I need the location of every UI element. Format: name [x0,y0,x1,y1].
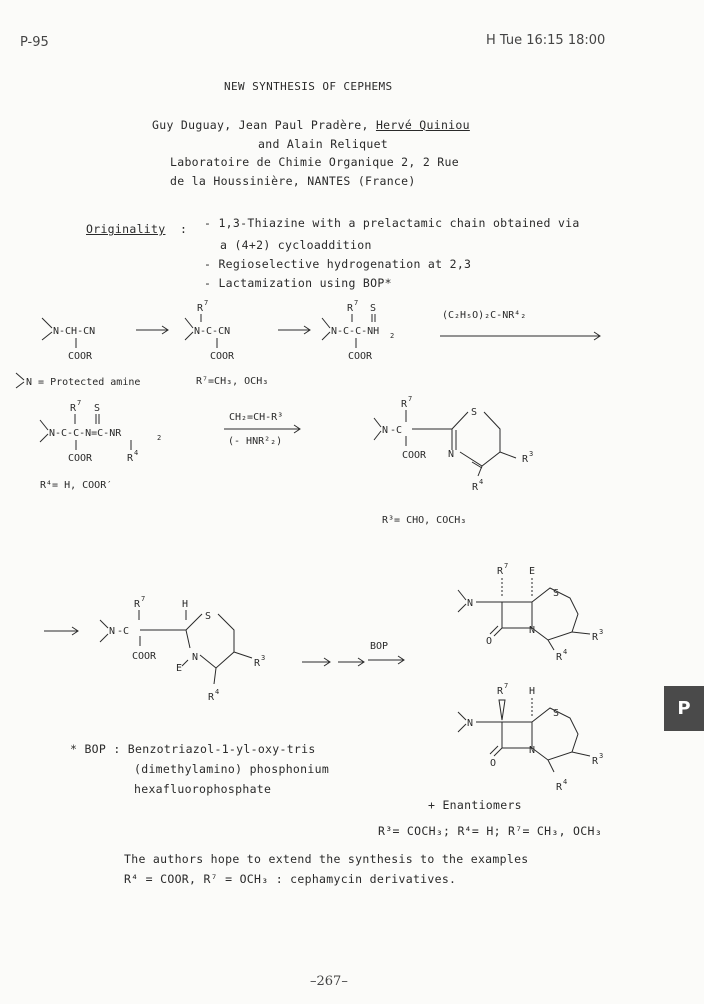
amine-bond [16,373,24,380]
enantiomers-note: + Enantiomers [428,798,522,812]
svg-text:7: 7 [354,299,359,307]
reaction-arrow [368,656,404,664]
originality-colon: : [180,222,188,236]
svg-text:N-C-CN: N-C-CN [194,326,231,337]
svg-text:4: 4 [134,449,139,457]
dihydrothiazine-structure [100,595,265,703]
svg-text:3: 3 [261,654,266,662]
svg-text:R: R [472,482,479,493]
svg-text:N: N [529,625,536,636]
reagent-elimination: (- HNR²₂) [228,436,283,447]
svg-text:R: R [208,692,215,703]
reaction-arrow [224,425,300,433]
presenting-author: Hervé Quiniou [375,118,470,132]
svg-text:2: 2 [157,434,162,442]
svg-text:S: S [94,403,101,414]
svg-text:N: N [192,652,199,663]
affiliation-line2: de la Houssinière, NANTES (France) [170,174,416,188]
svg-text:COOR: COOR [348,351,373,362]
svg-text:R: R [134,599,141,610]
svg-text:S: S [553,708,560,719]
svg-text:S: S [553,588,560,599]
svg-text:N-C-C-NH: N-C-C-NH [331,326,380,337]
svg-text:R: R [592,756,599,767]
bop-footnote-line3: hexafluorophosphate [134,782,272,796]
originality-item-2: a (4+2) cycloaddition [220,238,372,252]
svg-text:4: 4 [563,778,568,786]
bop-label: BOP [370,641,389,652]
authors-names: Guy Duguay, Jean Paul Pradère, [152,118,376,132]
svg-text:-C: -C [117,626,130,637]
svg-text:R: R [556,652,563,663]
amine-bond [16,382,24,388]
aminonitrile-structure [42,318,95,362]
svg-text:N: N [467,718,474,729]
originality-item-3: - Regioselective hydrogenation at 2,3 [204,257,472,271]
cephem-substituents: R³= COCH₃; R⁴= H; R⁷= CH₃, OCH₃ [378,824,602,838]
originality-label: Originality [86,222,166,236]
svg-text:R: R [197,303,204,314]
session-info: H Tue 16:15 18:00 [486,33,606,48]
svg-text:COOR: COOR [210,351,235,362]
svg-text:N: N [467,598,474,609]
svg-text:COOR: COOR [68,351,93,362]
svg-text:H: H [529,686,536,697]
reaction-arrow [136,326,168,334]
page-code: P-95 [20,35,49,50]
reagent-amide-acetal: (C₂H₅O)₂C-NR⁴₂ [442,310,527,321]
svg-text:3: 3 [529,450,534,458]
svg-text:R: R [70,403,77,414]
svg-text:3: 3 [599,752,604,760]
svg-text:O: O [490,758,497,769]
svg-text:N: N [448,449,455,460]
svg-text:E: E [529,566,536,577]
svg-text:R: R [497,566,504,577]
svg-text:R: R [497,686,504,697]
reaction-arrow [302,658,330,666]
paper-title: NEW SYNTHESIS OF CEPHEMS [224,80,393,93]
originality-item-1: - 1,3-Thiazine with a prelactamic chain obtained via [204,216,580,230]
svg-text:R: R [592,632,599,643]
authors-line2: and Alain Reliquet [258,137,389,151]
thioamide-structure [322,299,394,362]
bop-footnote-line1: * BOP : Benzotriazol-1-yl-oxy-tris [70,742,316,756]
svg-text:H: H [182,599,189,610]
reaction-arrow [440,332,600,340]
svg-text:-C: -C [390,425,403,436]
svg-text:7: 7 [77,399,82,407]
svg-text:R: R [254,658,261,669]
cephem-structure-b [458,682,603,793]
svg-text:COOR: COOR [132,651,157,662]
reagent-alkene: CH₂=CH-R³ [229,412,284,423]
svg-text:7: 7 [408,395,413,403]
section-tab: P [664,686,704,731]
reaction-arrow [44,627,78,635]
svg-text:O: O [486,636,493,647]
svg-text:4: 4 [479,478,484,486]
originality-item-4: - Lactamization using BOP* [204,276,392,290]
svg-text:3: 3 [599,628,604,636]
svg-text:N: N [382,425,389,436]
cephem-structure-a [458,562,603,663]
svg-text:R: R [522,454,529,465]
svg-text:S: S [370,303,377,314]
svg-text:N: N [109,626,116,637]
r3-definition: R³= CHO, COCH₃ [382,515,467,526]
svg-text:N-CH-CN: N-CH-CN [53,326,96,337]
svg-text:R: R [556,782,563,793]
alkylated-nitrile-structure [185,299,235,362]
svg-text:7: 7 [504,682,509,690]
reaction-arrow [338,658,364,666]
svg-text:S: S [471,407,478,418]
svg-text:4: 4 [215,688,220,696]
svg-text:2: 2 [390,332,395,340]
svg-text:N-C-C-N=C-NR: N-C-C-N=C-NR [49,428,122,439]
svg-text:N: N [529,745,536,756]
conclusion-line2: R⁴ = COOR, R⁷ = OCH₃ : cephamycin derivatives. [124,872,457,886]
reaction-arrow [278,326,310,334]
svg-text:7: 7 [504,562,509,570]
conclusion-line1: The authors hope to extend the synthesis to the examples [124,852,529,866]
thioacylamidine-structure [40,399,161,464]
svg-text:4: 4 [563,648,568,656]
svg-text:E: E [176,663,183,674]
svg-text:R: R [401,399,408,410]
bop-footnote-line2: (dimethylamino) phosphonium [134,762,330,776]
svg-text:R: R [127,453,134,464]
svg-text:7: 7 [141,595,146,603]
svg-text:S: S [205,611,212,622]
svg-text:COOR: COOR [68,453,93,464]
page-number: –267– [310,974,348,989]
r4-definition: R⁴= H, COOR′ [40,480,113,491]
svg-text:R: R [347,303,354,314]
r7-definition: R⁷=CH₃, OCH₃ [196,376,269,387]
affiliation-line1: Laboratoire de Chimie Organique 2, 2 Rue [170,155,459,169]
protected-amine-note: N = Protected amine [26,377,141,388]
svg-text:COOR: COOR [402,450,427,461]
svg-text:7: 7 [204,299,209,307]
thiazine-structure [374,395,533,493]
